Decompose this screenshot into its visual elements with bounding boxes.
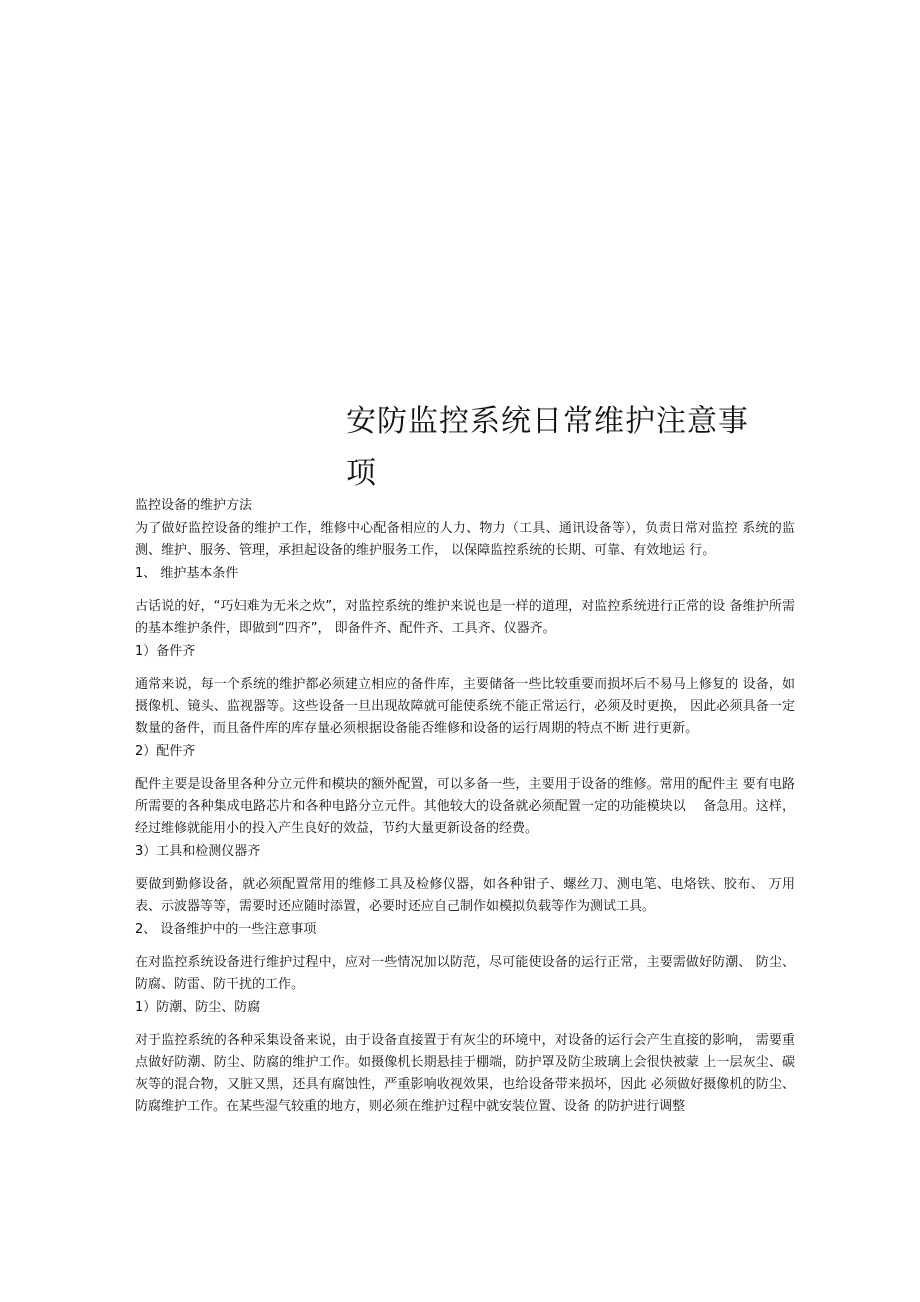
heading-tools: 3）工具和检测仪器齐	[135, 844, 261, 859]
heading-precautions: 2、 设备维护中的一些注意事项	[135, 922, 317, 937]
section-label: 监控设备的维护方法	[135, 498, 253, 513]
paragraph-four-complete: 古话说的好，“巧妇难为无米之炊”，对监控系统的维护来说也是一样的道理，对监控系统进行正常的设 备维护所需的基本维护条件，即做到“四齐”， 即备件齐、配件齐、工具齐、仪器齐。	[135, 599, 795, 636]
paragraph-spare-parts: 通常来说，每一个系统的维护都必须建立相应的备件库，主要储备一些比较重要而损坏后不易马上修复的 设备，如摄像机、镜头、监视器等。这些设备一旦出现故障就可能使系统不能正常运行，必须及时更换， 因此必须具备一定数量的备件，而且备件库的库存量必须根据设备能否维修和设备的运行周期的特点不断 进行更新。	[135, 677, 795, 736]
heading-moisture-dust: 1）防潮、防尘、防腐	[135, 1000, 261, 1015]
paragraph-precautions: 在对监控系统设备进行维护过程中，应对一些情况加以防范，尽可能使设备的运行正常，主要需做好防潮、 防尘、防腐、防雷、防干扰的工作。	[135, 955, 795, 992]
document-body	[135, 494, 795, 1118]
heading-spare-parts: 1）备件齐	[135, 644, 196, 659]
paragraph-accessories: 配件主要是设备里各种分立元件和模块的额外配置，可以多备一些，主要用于设备的维修。常用的配件主 要有电路所需要的各种集成电路芯片和各种电路分立元件。其他较大的设备就必须配置一定的功能模块以 备急用。这样，经过维修就能用小的投入产生良好的效益，节约大量更新设备的经费。	[135, 777, 795, 836]
document-title: 安防监控系统日常维护注意事项	[346, 404, 749, 491]
paragraph-tools: 要做到勤修设备，就必须配置常用的维修工具及检修仪器，如各种钳子、螺丝刀、测电笔、电烙铁、胶布、 万用表、示波器等等，需要时还应随时添置，必要时还应自己制作如模拟负载等作为测试工具。	[135, 877, 795, 914]
heading-accessories: 2）配件齐	[135, 744, 196, 759]
paragraph-moisture-dust: 对于监控系统的各种采集设备来说，由于设备直接置于有灰尘的环境中，对设备的运行会产生直接的影响， 需要重点做好防潮、防尘、防腐的维护工作。如摄像机长期悬挂于棚端，防护罩及防尘玻璃上会很快被蒙 上一层灰尘、碳灰等的混合物，又脏又黑，还具有腐蚀性，严重影响收视效果，也给设备带来损坏，因此 必须做好摄像机的防尘、防腐维护工作。在某些湿气较重的地方，则必须在维护过程中就安装位置、设备 的防护进行调整	[135, 1033, 795, 1114]
heading-basic-conditions: 1、 维护基本条件	[135, 566, 239, 581]
paragraph-intro: 为了做好监控设备的维护工作，维修中心配备相应的人力、物力（工具、通讯设备等），负责日常对监控 系统的监测、维护、服务、管理，承担起设备的维护服务工作， 以保障监控系统的长期、可靠、有效地运 行。	[135, 521, 795, 558]
